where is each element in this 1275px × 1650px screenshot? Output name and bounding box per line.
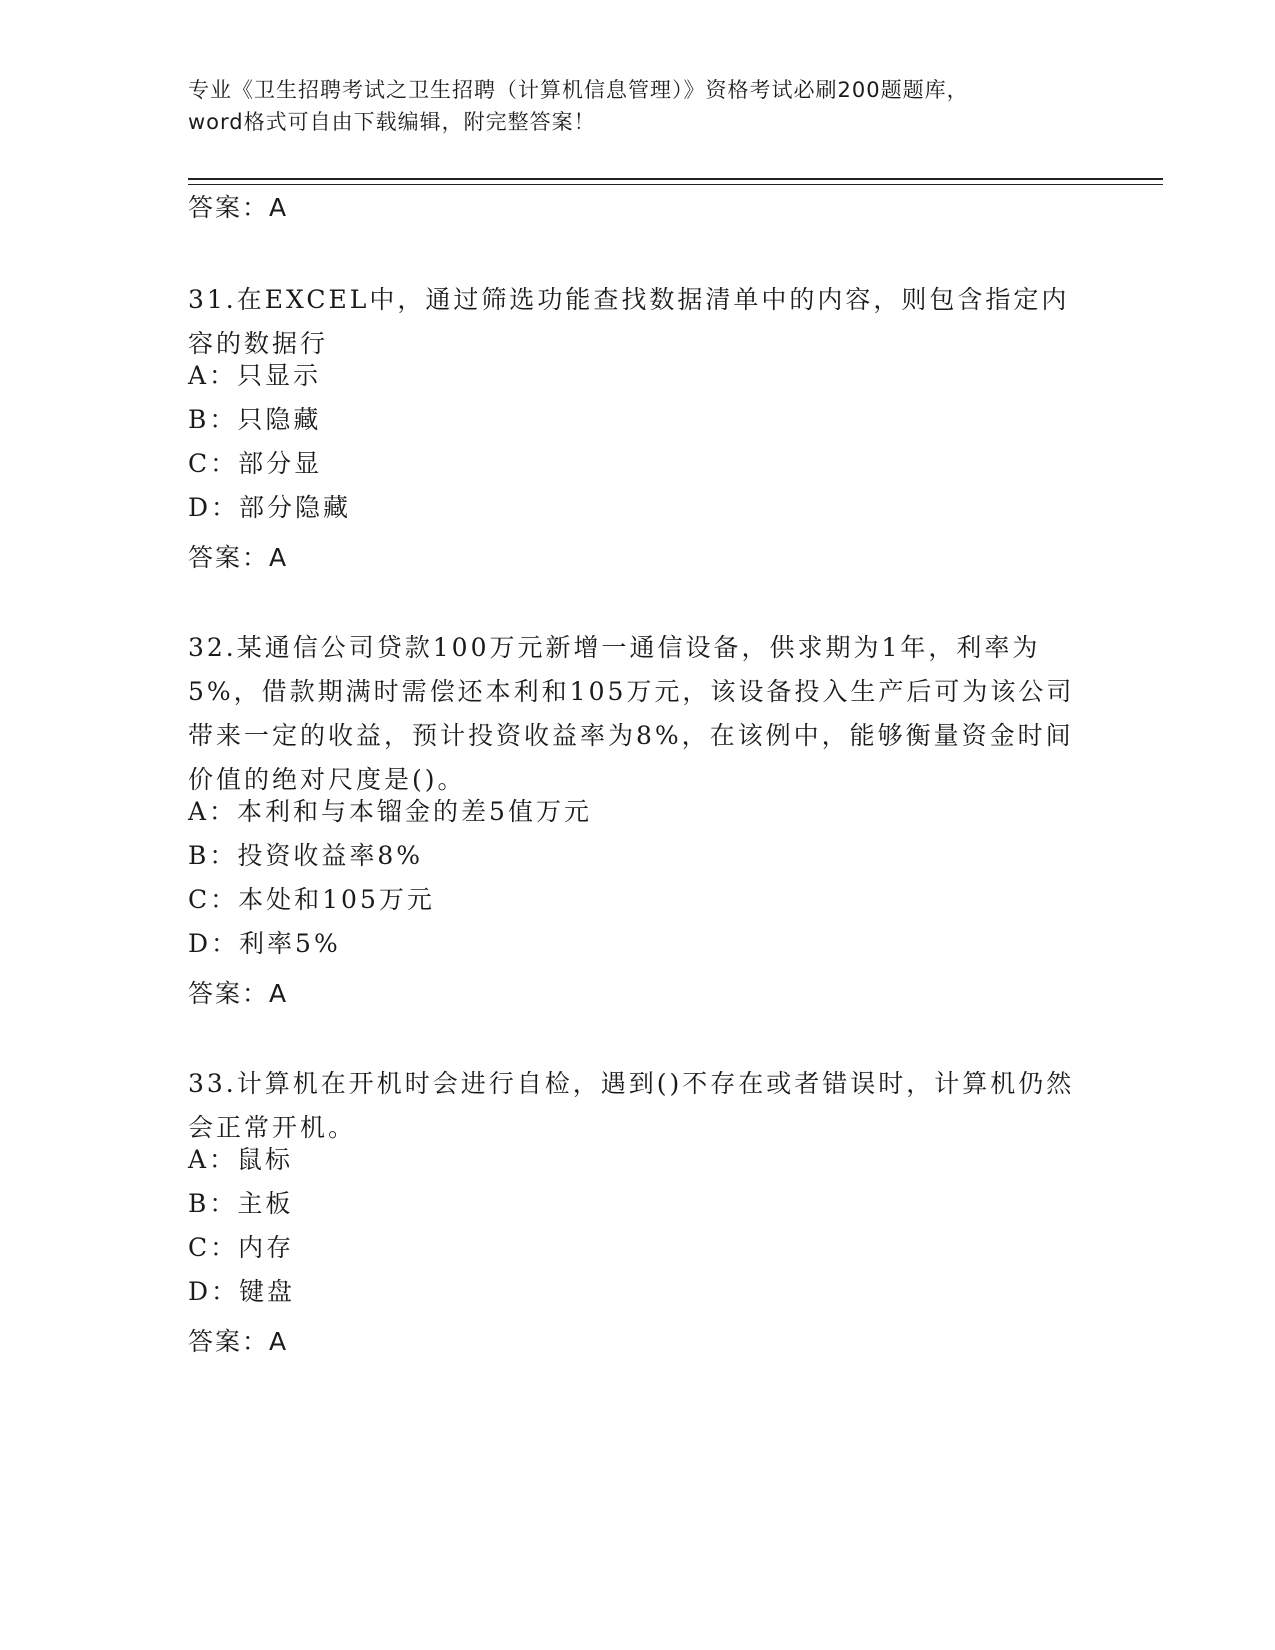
option-a: A：本利和与本镏金的差5值万元 [188,797,592,826]
answer-line: 答案：A [188,979,289,1008]
option-d: D：利率5% [188,929,341,958]
option-b: B：只隐藏 [188,405,322,434]
option-d: D：部分隐藏 [188,493,352,522]
document-header [188,74,1088,138]
answer-line: 答案：A [188,193,289,222]
option-c: C：部分显 [188,449,323,478]
answer-line: 答案：A [188,543,289,572]
option-a: A：只显示 [188,361,322,390]
header-divider [188,178,1163,180]
question-33: 33.计算机在开机时会进行自检，遇到()不存在或者错误时，计算机仍然会正常开机。 [188,1069,1075,1142]
question-31: 31.在EXCEL中，通过筛选功能查找数据清单中的内容，则包含指定内容的数据行 [188,285,1070,358]
option-a: A：鼠标 [188,1145,294,1174]
option-b: B：主板 [188,1189,294,1218]
option-b: B：投资收益率8% [188,841,424,870]
option-c: C：本处和105万元 [188,885,435,914]
option-c: C：内存 [188,1233,295,1262]
option-d: D：键盘 [188,1277,296,1306]
header-divider-thin [188,184,1163,185]
header-line-2: word格式可自由下载编辑，附完整答案！ [188,110,596,134]
header-line-1: 专业《卫生招聘考试之卫生招聘（计算机信息管理）》资格考试必刷200题题库， [188,78,969,102]
answer-line: 答案：A [188,1327,289,1356]
question-32: 32.某通信公司贷款100万元新增一通信设备，供求期为1年，利率为5%，借款期满时需偿还本利和105万元，该设备投入生产后可为该公司带来一定的收益，预计投资收益率为8%，在该例中，能够衡量资金时间价值的绝对尺度是()。 [188,633,1075,794]
